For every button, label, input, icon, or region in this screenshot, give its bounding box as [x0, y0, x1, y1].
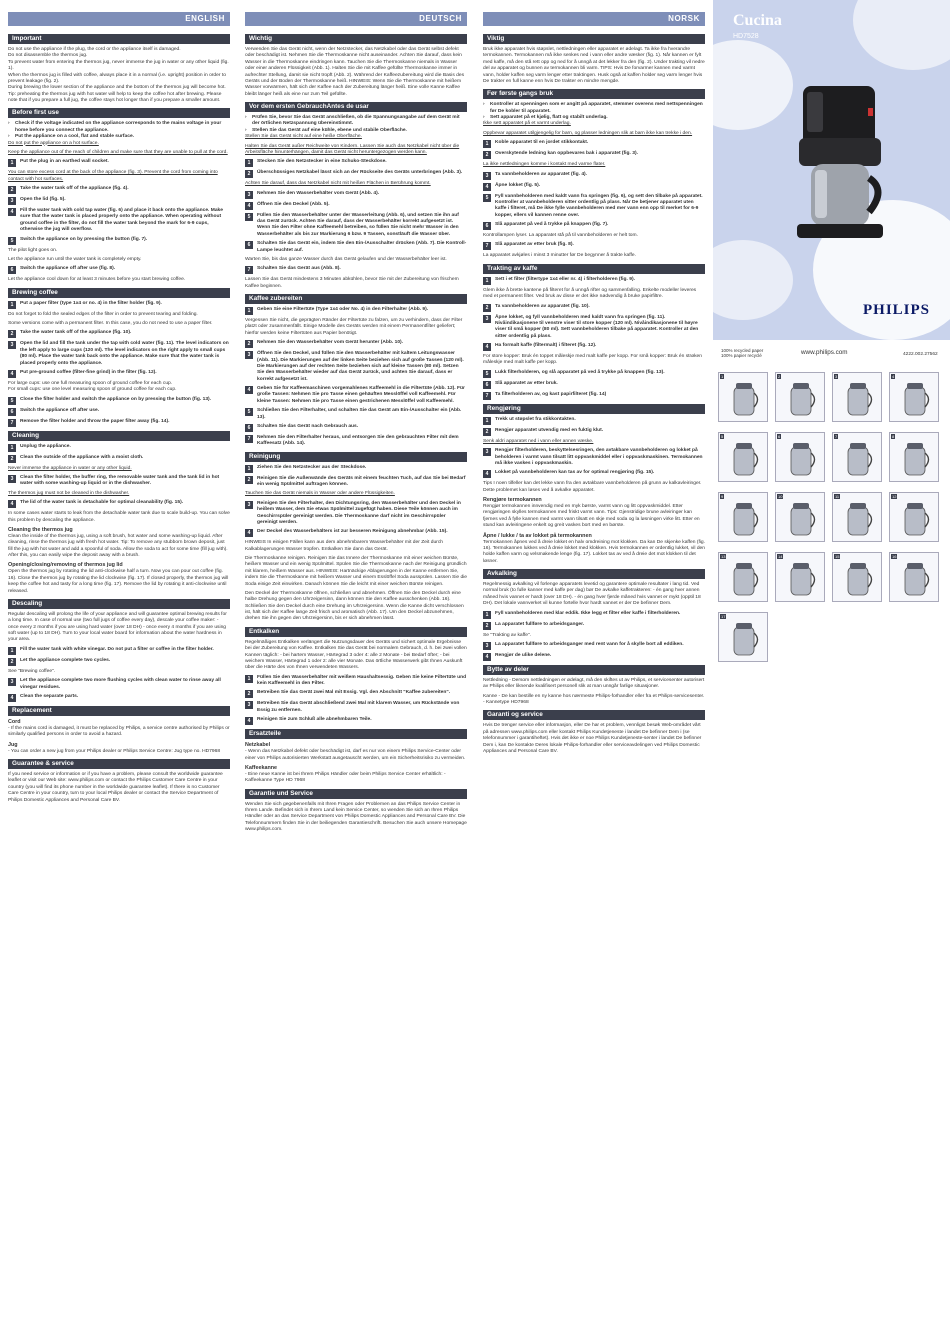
kaffee-step-3: 3 Öffnen Sie den Deckel, und füllen Sie den Wasserbehälter mit kaltem Leitungswasser (Abb. 11). Die Markierungen auf der linken Seite beziehen sich auf große Tassen (120 ml). Die Markierungen auf der rechten Seite beziehen sich auf kleine Tassen (80 ml). Setzen Sie den Wasserbehälter wieder auf das Gerät zurück, und achten Sie darauf, dass er korrekt aufgesetzt ist.: [245, 351, 467, 383]
cover-panel: [713, 0, 950, 1344]
note-text: Glem ikke å brette kantene på filteret for å unngå rifter og sammenfalling. Enkelte modeller leveres med et permanent filter. Ved bruk av disse er det ikke nødvendig å bruke papirfiltre.: [483, 287, 697, 300]
entk-step-3: 3 Betreiben Sie das Gerät abschließend zwei Mal mit klarem Wasser, um Rückstände von Essig zu entfernen.: [245, 701, 467, 714]
figure-sketch-icon: [776, 433, 826, 483]
figure-thumbnail: [775, 432, 825, 482]
product-title: Cucina: [733, 12, 782, 29]
step-4: 4 Öffnen Sie den Deckel (Abb. 5).: [245, 202, 467, 210]
figure-sketch-icon: [719, 493, 769, 543]
figure-thumbnail: [775, 372, 825, 422]
kaffeekanne-subheading: Kaffeekanne: [245, 764, 278, 771]
netzkabel-subheading: Netzkabel: [245, 742, 271, 749]
jug-subheading: Jug: [8, 741, 18, 748]
termokanne-text: Rengjør termokannen innvendig med en myk børste, varmt vann og litt oppvaskmiddel. Etter rengjøringen skylles termokannen med friskt varmt vann. Tips: Gjenstridige brune avleiringer kan fjernes ved å fylle kannen med varmt vann tilsatt en skje med soda og la løsningen virke litt. Etter en stund kan avleiringene enkelt og greit vaskes bort med en børste.: [483, 504, 700, 529]
note-text: In some cases water starts to leak from the detachable water tank due to scale build-up. You can solve this problem by descaling the appliance.: [8, 511, 230, 523]
figure-number: 15: [835, 554, 840, 559]
kaffeekanne-text: - Eine neue Kanne ist bei Ihrem Philips Händler oder beim Philips Service Center erhältlich: - Kaffeekanne Type HD 7968: [245, 771, 446, 784]
figure-sketch-icon: [833, 493, 883, 543]
note-text: For store kopper: Bruk én toppet måleskje med malt kaffe per kopp. For små kopper: Bruk én strøken måleskje med malt kaffe per kopp.: [483, 354, 702, 366]
website-link[interactable]: www.philips.com: [801, 349, 848, 356]
brew-step-4: 4 Put pre-ground coffee (filter-fine grind) in the filter (fig. 12).: [8, 370, 230, 378]
figure-thumbnail: [718, 372, 768, 422]
descaling-heading: Descaling: [8, 599, 230, 609]
figure-sketch-icon: [890, 553, 940, 603]
figure-sketch-icon: [776, 373, 826, 423]
trakt-step-1: 1 Sett i et filter (filtertype 1x4 eller nr. 4) i filterholderen (fig. 9).: [483, 277, 705, 285]
brew-step-7: 7 Remove the filter holder and throw the paper filter away (fig. 14).: [8, 419, 230, 427]
figure-number: 16: [892, 554, 897, 559]
figure-thumbnail: [889, 492, 939, 542]
ren-step-3: 3 Rengjør filterholderen, beskyttelsesringen, den avtakbare vannbeholderen og lokket på beholderen i varmt vann tilsatt litt oppvaskmiddel eller i oppvaskmaskinen. Termokannen må ikke vaskes i oppvaskmaskin.: [483, 448, 705, 467]
bytte-heading: Bytte av deler: [483, 665, 705, 675]
coffee-maker-illustration: [773, 78, 903, 248]
figure-number: 9: [721, 494, 724, 499]
descale-step-2: 2 Let the appliance complete two cycles.: [8, 658, 230, 666]
figure-number: 5: [721, 434, 724, 439]
entk-step-2: 2 Betreiben Sie das Gerät zwei Mal mit Essig. Vgl. den Abschnitt "Kaffee zubereiten".: [245, 690, 467, 698]
hinweis-text: HINWEIS In einigen Fällen kann aus dem abnehmbarem Wasserbehälter mit der Zeit durch Kalkablagerungen Wasser tropfen. Entkalken Sie dann das Gerät.: [245, 540, 443, 552]
nettledning-text: Nettledning - Dersom nettledningen er ødelagt, må den skiftes ut av Philips, et servicesenter autorisert av Philips eller liknende kvalifisert personell slik at man unngår farlige situasjoner.: [483, 677, 705, 690]
figure-number: 7: [835, 434, 838, 439]
descale-step-3: 3 Let the appliance complete two more flushing cycles with clean water to rinse away all vinegar residues.: [8, 678, 230, 691]
norwegian-column: [483, 12, 705, 758]
figure-thumbnail: [775, 492, 825, 542]
wichtig-heading: Wichtig: [245, 34, 467, 44]
jug-text: - You can order a new jug from your Philips dealer or Philips Service Centre: Jug type no. HD7968: [8, 748, 221, 754]
figure-thumbnail: [889, 552, 939, 602]
figure-sketch-icon: [719, 373, 769, 423]
note-text: Warten Sie, bis das ganze Wasser durch das Gerät gelaufen und der Wasserbehälter leer ist.: [245, 256, 447, 262]
forste-gang-heading: Før første gangs bruk: [483, 89, 705, 99]
norwegian-header: NORSK: [483, 12, 705, 26]
entk-step-1: 1 Füllen Sie den Wasserbehälter mit weißem Haushaltsessig. Geben Sie keine Filtertüte und kein Kaffeemehl in den Filter.: [245, 675, 467, 688]
figure-thumbnail: [832, 432, 882, 482]
avk-step-4: 4 Rengjør de ulike delene.: [483, 653, 705, 661]
step-3: 3 Ta vannbeholderen av apparatet (fig. 4).: [483, 172, 705, 180]
lid-text: Open the thermos jug by rotating the lid anti-clockwise half a turn. Now you can pour out coffee (fig. 16). Close the thermos jug by rotating the lid clockwise (fig. 17). If closed properly, the thermos jug will keep the coffee hot and tasty for a long time (fig. 17). Remove the lid by rotating it anti-clockwise until released.: [8, 569, 229, 594]
step-5: 5 Füllen Sie den Wasserbehälter unter der Wasserleitung (Abb. 6), und setzen Sie ihn auf das Gerät zurück. Achten Sie darauf, dass der Wasserbehälter korrekt aufgesetzt ist. Wenn Sie den Filter ohne Kaffeemehl betreiben, so füllen Sie nicht mehr Wasser in den Wasserbehälter als bis zur Markierung 6 bzw. 9 Tassen, sonstläuft die Wasser über.: [245, 213, 467, 239]
ren-step-2: 2 Rengjør apparatet utvendig med en fuktig klut.: [483, 428, 705, 436]
ren-step-1: 1 Trekk ut støpslet fra stikkontakten.: [483, 417, 705, 425]
bullet-item: › Sett apparatet på et kjølig, flatt og stabilt underlag.: [483, 115, 608, 120]
figure-sketch-icon: [890, 493, 940, 543]
entk-step-4: 4 Reinigen Sie zum Schluß alle abnehmbaren Teile.: [245, 717, 467, 725]
step-1: 1 Put the plug in an earthed wall socket.: [8, 159, 230, 167]
brewing-heading: Brewing coffee: [8, 288, 230, 298]
figure-sketch-icon: [776, 553, 826, 603]
warning-text: You can store excess cord at the back of the appliance (fig. 3). Prevent the cord from coming into contact with hot surfaces.: [8, 170, 218, 182]
figure-number: 4: [892, 374, 895, 379]
guarantee-heading: Guarantee & service: [8, 759, 230, 769]
step-4: 4 Fill the water tank with cold tap water (fig. 6) and place it back onto the appliance. Make sure that the water tank is placed properly onto the appliance. When operating without ground coffee in the filter, do not fill the water tank beyond the mark for 6-9 cups, otherwise the jug will overflow.: [8, 208, 230, 234]
figure-number: 8: [892, 434, 895, 439]
document-code: 4222.002.27562: [903, 352, 938, 357]
brew-step-5: 5 Close the filter holder and switch the appliance on by pressing the button (fig. 13).: [8, 397, 230, 405]
jug-cleaning-text: Clean the inside of the thermos jug, using a soft brush, hot water and some washing-up liquid. After cleaning, rinse the thermos jug with fresh hot water. Tip: To remove any stubborn brown deposit, just fill the jug with hot water and add a spoonful of soda. Allow the soda to act for some time (fill jug with). After this, you can easily wipe the deposit away with a brush.: [8, 533, 228, 559]
figure-sketch-icon: [833, 433, 883, 483]
figure-number: 2: [778, 374, 781, 379]
trakt-step-2: 2 Ta vannbeholderen av apparatet (fig. 10).: [483, 304, 705, 312]
step-1: 1 Stecken Sie den Netzstecker in eine Schuko-Steckdose.: [245, 159, 467, 167]
figure-thumbnail: [889, 432, 939, 482]
figure-thumbnail: [832, 552, 882, 602]
english-header: ENGLISH: [8, 12, 230, 26]
lid-subheading: Opening/closing/removing of thermos jug lid: [8, 562, 123, 569]
clean-step-1: 1 Unplug the appliance.: [8, 444, 230, 452]
garantie-text: Wenden Sie sich gegebenenfalls mit Ihren Fragen oder Problemen an das Philips Service Center in Ihrem Lande. Befindet sich in Ihrem Land kein Service Center, so wenden Sie sich an Ihren Philips Händler oder an das Service Department von Philips Domestic Appliances and Personal Care BV. Die Telefonnummern finden Sie in der beiliegenden Garantieschrift. Besuchen Sie auch unsere Homepage www.philips.com.: [245, 801, 467, 833]
figure-number: 12: [892, 494, 897, 499]
garanti-heading: Garanti og service: [483, 710, 705, 720]
figure-thumbnail: [889, 372, 939, 422]
step-2: 2 Überschüssiges Netzkabel lässt sich an der Rückseite des Geräts unterbringen (Abb. 3).: [245, 170, 467, 178]
termokanne-subheading: Rengjøre termokannen: [483, 497, 542, 503]
figure-thumbnail: [775, 552, 825, 602]
bullet-item: › Stellen Sie das Gerät auf eine kühle, ebene und stabile Oberfläche.: [245, 127, 407, 133]
german-header: DEUTSCH: [245, 12, 467, 26]
brew-step-2: 2 Take the water tank off of the appliance (fig. 10).: [8, 330, 230, 338]
warning-text: Oppbevar apparatet utilgjengelig for barn, og plasser ledningen slik at barn ikke kan trekke i den.: [483, 130, 693, 136]
figure-number: 17: [721, 614, 726, 619]
note-text: La apparatet avkjøles i minst 3 minutter før De begynner å trakte kaffe.: [483, 253, 636, 259]
step-2: 2 Overskytende ledning kan oppbevares bak i apparatet (fig. 3).: [483, 151, 705, 159]
viktig-text: Bruk ikke apparatet hvis støpslet, nettledningen eller apparatet er ødelagt. Ta ikke fra hverandre termokannen. Termokannen må ikke senkes ned i vann eller andre væsker (fig. 1). Når kannen er fylt med kaffe, må den stå rett opp og ned for å unngå at det lekker fra den (fig. 2). Under trakting vil nedre del av apparatet og bunnen av termokannen bli varm. TIPS: Hvis De forvarmer kannen med varmt vann, holder kaffen seg varm lenger etter traktingen. Husk også at kaffen holder seg varm lenger hvis De trakter en full kanne enn hvis De trakter en mindre mengde.: [483, 47, 705, 84]
avk-step-2: 2 La apparatet fullføre to arbeidsganger.: [483, 622, 705, 630]
brew-step-1: 1 Put a paper filter (type 1x4 or no. 4) in the filter holder (fig. 9).: [8, 301, 230, 309]
warning-text: Ikke sett apparatet på et varmt underlag.: [483, 121, 571, 127]
figure-sketch-icon: [719, 613, 769, 663]
note-text: For small cups: use one level measuring spoon of ground coffee for each cup.: [8, 387, 177, 393]
deckel-text: Den Deckel der Thermoskanne öffnen, schließen und abnehmen. Öffnen Sie den Deckel durch eine halbe Drehung gegen den Uhrzeigersinn, dann können Sie den Kaffee ausschenken (Abb. 16). Schließen Sie den Deckel durch eine Drehung im Uhrzeigersinn. Wenn die Kanne dicht verschlossen ist, hält sich der Kaffee lange Zeit frisch und aromatisch (Abb. 17). Um den Deckel abzunehmen, drehen Sie ihn gegen den Uhrzeigersinn, bis er sich abnehmen lässt.: [245, 590, 464, 622]
brand-logo: PHILIPS: [863, 302, 931, 318]
kaffee-step-1: 1 Geben Sie eine Filtertüte (Type 1x4 oder No. 4) in den Filterhalter (Abb. 9).: [245, 307, 467, 315]
note-text: Se "Trakting av kaffe".: [483, 632, 532, 638]
figure-sketch-icon: [776, 493, 826, 543]
step-5: 5 Fyll vannbeholderen med kaldt vann fra springen (fig. 6), og sett den tilbake på apparatet. Kontroller at vannbeholderen sitter ordentlig på plass. Når De betjener apparatet uten kaffe i filteret, må De ikke fylle vannbeholderen med mer vann enn opp til merket for 6-9 kopper, ellers vil kannen renne over.: [483, 194, 705, 220]
cover-artwork: [713, 0, 950, 340]
netzkabel-text: - Wenn das Netzkabel defekt oder beschädigt ist, darf es nur von einem Philips Service-Center oder einer von Philips autorisierten Werkstatt ausgetauscht werden, um ein Sicherheitsrisiko zu vermeiden.: [245, 749, 466, 761]
figure-thumbnail: [718, 492, 768, 542]
figure-thumbnail: [718, 612, 768, 662]
wichtig-text: Verwenden Sie das Gerät nicht, wenn der Netzstecker, das Netzkabel oder das Gerät selbst defekt oder beschädigt ist. Nehmen Sie die Thermoskanne nicht auseinander. Achten Sie darauf, dass kein Wasser in die Thermoskanne eindringen kann. Tauchen Sie die Thermoskanne niemals in Wasser oder einer anderen Flüssigkeit (Abb. 1). Halten Sie die mit Kaffee gefüllte Thermoskanne immer in aufrechter Stellung, damit sie nicht tropft (Abb. 2). Während der Kaffeezubereitung wird die Basis des Geräts und der Boden der Thermoskanne heiß. HINWEIS: Wenn Sie die Thermoskanne mit heißem Wasser vorwärmen, hält sich der Kaffee nach der Zubereitung länger heiß. Eine volle Kanne Kaffee bleibt länger heiß als eine nur zum Teil gefüllte.: [245, 47, 465, 97]
step-6: 6 Slå apparatet på ved å trykke på knappen (fig. 7).: [483, 222, 705, 230]
warning-text: The thermos jug must not be cleaned in the dishwasher.: [8, 490, 130, 496]
ersatzteile-heading: Ersatzteile: [245, 729, 467, 739]
warning-text: La ikke nettledningen komme i kontakt med varme flater.: [483, 162, 606, 168]
figure-thumbnail: [718, 432, 768, 482]
figure-number: 11: [835, 494, 840, 499]
vor-gebrauch-heading: Vor dem ersten GebrauchAntes de usar: [245, 102, 467, 112]
descale-step-4: 4 Clean the separate parts.: [8, 694, 230, 702]
descaling-text: Regular descaling will prolong the life of your appliance and will guarantee optimal brewing results for a long time. In case of normal use (two full jugs of coffee every day), descale your coffee maker: - once every 2 months if you are using hard water (over 18 DH) - once every 4 months if you are using soft water (up to 18 DH). Turn to your local water board for information about the water hardness in your area.: [8, 611, 227, 643]
figure-sketch-icon: [719, 553, 769, 603]
bullet-item: › Put the appliance on a cool, flat and stable surface.: [8, 134, 135, 140]
figure-sketch-icon: [890, 433, 940, 483]
note-text: Do not forget to fold the sealed edges of the filter in order to prevent tearing and folding.: [8, 311, 198, 317]
trakt-step-7: 7 Ta filterholderen av, og kast papirfilteret (fig. 14): [483, 392, 705, 400]
guarantee-text: If you need service or information or if you have a problem, please consult the worldwide guarantee leaflet or visit our Web site: www.philips.com or contact the Philips Customer Care Centre in your country (you will find its phone number in the worldwide guarantee leaflet). If there is no Customer Care Centre in your country, turn to your local Philips dealer or contact the Service Department of Philips Domestic Appliances and Personal Care BV.: [8, 772, 223, 803]
bullet-item: › Kontroller at spenningen som er angitt på apparatet, stemmer overens med nettspenningen før De kobler til apparatet.: [483, 102, 703, 114]
replacement-heading: Replacement: [8, 706, 230, 716]
brew-step-6: 6 Switch the appliance off after use.: [8, 408, 230, 416]
note-text: The pilot light goes on.: [8, 247, 58, 253]
rein-step-1: 1 Ziehen Sie den Netzstecker aus der Steckdose.: [245, 465, 467, 473]
bullet-item: › Check if the voltage indicated on the appliance corresponds to the mains voltage in your home before you connect the appliance.: [8, 121, 222, 133]
important-text: Do not use the appliance if the plug, the cord or the appliance itself is damaged. Do not disassemble the thermos jug. To prevent water from entering the thermos jug, never immerse the jug in water or any other liquid (fig. 1). When the thermos jug is filled with coffee, always place it in a normal (i.e. upright) position in order to prevent leakage (fig. 2). During brewing the lower section of the appliance and the bottom of the thermos jug will become hot. Tip: preheating the thermos jug with hot water will help to keep the coffee hot after brewing. Please note that if you prepare a full jug, the coffee stays hot longer than if you prepare a smaller amount.: [8, 47, 229, 103]
figure-sketch-icon: [833, 553, 883, 603]
kaffee-step-6: 6 Schalten Sie das Gerät nach Gebrauch aus.: [245, 424, 467, 432]
warning-text: Do not put the appliance on a hot surface.: [8, 140, 99, 146]
warning-text: Stellen Sie das Gerät nicht auf eine heiße Oberfläche.: [245, 134, 362, 140]
figure-number: 1: [721, 374, 724, 379]
note-text: Vergessen Sie nicht, die geprägten Ränder der Filtertüte zu falzen, um zu verhindern, dass der Filter platzt oder zusammenfällt. Einige Modelle des Geräts werden mit einem Permanentfilter geliefert; hierfür werden keine Filtertüten aus Papier benötigt.: [245, 318, 463, 336]
note-text: Let the appliance run until the water tank is completely empty.: [8, 256, 142, 262]
figure-number: 14: [778, 554, 783, 559]
warning-text: Tauchen Sie das Gerät niemals in Wasser oder andere Flüssigkeiten.: [245, 491, 395, 497]
before-first-use-heading: Before first use: [8, 108, 230, 118]
cleaning-heading: Cleaning: [8, 431, 230, 441]
viktig-heading: Viktig: [483, 34, 705, 44]
trakt-step-4: 4 Ha formalt kaffe (filtermalt) i filteret (fig. 12).: [483, 343, 705, 351]
figure-number: 6: [778, 434, 781, 439]
step-4: 4 Åpne lokket (fig. 5).: [483, 183, 705, 191]
step-6: 6 Switch the appliance off after use (fig. 8).: [8, 266, 230, 274]
tips-text: Tips I noen tilfeller kan det lekke vann fra den avtakbare vannbeholderen på grunn av kalkavleiringer. Dette problemet kan løses ved å avkalke apparatet.: [483, 481, 702, 493]
garanti-text: Hvis De trenger service eller informasjon, eller De har et problem, vennligst besøk Web-området vårt på adressen www.philips.com eller kontakt Philips Kundetjeneste i landet De befinner Dem i (se telefonnummer i garantiheftet). Hvis det ikke er noe Philips Kundetjeneste-senter i landet De befinner Dem i, kan De kontakte Deres lokale Philips-forhandler eller serviceavdelingen ved Philips Domestic Appliances and Personal Care BV.: [483, 723, 702, 754]
note-text: Some versions come with a permanent filter. In this case, you do not need to use a paper filter.: [8, 321, 213, 326]
figure-number: 3: [835, 374, 838, 379]
rein-step-3: 3 Reinigen Sie den Filterhalter, den Dichtungsring, den Wasserbehälter und den Deckel in heißem Wasser, dem Sie etwas Spülmittel zugefügt haben. Diese Teile können auch im Geschirrspüler gereinigt werden. Die Thermoskanne darf nicht im Geschirrspüler gereinigt werden.: [245, 501, 467, 527]
ren-step-4: 4 Lokket på vannbeholderen kan tas av for optimal rengjøring (fig. 15).: [483, 470, 705, 478]
jug-cleaning-subheading: Cleaning the thermos jug: [8, 526, 73, 533]
recycle-note: 100% recycled paper 100% papier recyclé: [721, 348, 764, 358]
figure-sketch-icon: [890, 373, 940, 423]
warning-text: Senk aldri apparatet ned i vann eller annen væske.: [483, 438, 594, 444]
avk-step-3: 3 La apparatet fullføre to arbeidsganger med rent vann for å skylle bort all eddiken.: [483, 642, 705, 650]
figure-thumbnail: [832, 372, 882, 422]
warning-text: Achten Sie darauf, dass das Netzkabel nicht mit heißen Flächen in Berührung kommt.: [245, 181, 431, 187]
step-3: 3 Nehmen Sie den Wasserbehälter vom Gerät (Abb. 4).: [245, 191, 467, 199]
figure-sketch-icon: [719, 433, 769, 483]
note-text: For large cups: use one full measuring spoon of ground coffee for each cup.: [8, 380, 173, 386]
cord-text: - If the mains cord is damaged, it must be replaced by Philips, a service centre authorised by Philips or similarly qualified persons in order to avoid a hazard.: [8, 725, 230, 738]
clean-step-3: 3 Clean the filter holder, the buffer ring, the removable water tank and the tank lid in hot water with some washing-up liquid or in the dishwasher.: [8, 475, 230, 488]
avkalking-heading: Avkalking: [483, 569, 705, 579]
avkalking-text: Regelmessig avkalking vil forlenge apparatets levetid og garantere optimale resultater i lang tid. Ved normal bruk (to fulle kanner med kaffe per dag) bør De avkalke kaffetrakteren: - én gang hver annen måned hvis vannet er hardt (over 18 DH). - én gang hver fjerde måned hvis vannet er mykt (opptil 18 DH). Det lokale vannverket vil kunne fortelle hvor hardt vannet er der De befinner Dem.: [483, 582, 701, 607]
avk-step-1: 1 Fyll vannbeholderen med klar eddik. Ikke legg et filter eller kaffe i filterholderen.: [483, 611, 705, 619]
garantie-heading: Garantie und Service: [245, 789, 467, 799]
figure-number: 10: [778, 494, 783, 499]
rein-step-4: 4 Der Deckel des Wasserbehälters ist zur besseren Reinigung abnehmbar (Abb. 15).: [245, 529, 467, 537]
step-7: 7 Schalten Sie das Gerät aus (Abb. 8).: [245, 266, 467, 274]
lokk-subheading: Åpne / lukke / ta av lokket på termokannen: [483, 532, 592, 539]
note-text: See "Brewing coffee".: [8, 668, 56, 674]
clean-step-4: 4 The lid of the water tank is detachable for optimal cleanability (fig. 15).: [8, 500, 230, 508]
trakt-step-3: 3 Åpne lokket, og fyll vannbeholderen med kaldt vann fra springen (fig. 11). Nivåindikasjonene til venstre viser til store kopper (120 ml). Nivåindikasjonene til høyre viser til små kopper (80 ml). Sett vannbeholderen tilbake på apparatet. Kontroller at den sitter ordentlig på plass.: [483, 315, 705, 341]
trakt-step-6: 6 Slå apparatet av etter bruk.: [483, 381, 705, 389]
step-6: 6 Schalten Sie das Gerät ein, indem Sie den Ein-/Ausschalter drücken (Abb. 7). Die Kontroll-Lampe leuchtet auf.: [245, 241, 467, 254]
rein-step-2: 2 Reinigen Sie die Außenwände des Geräts mit einem feuchten Tuch, auf das Sie bei Bedarf ein wenig Spülmittel auftragen können.: [245, 476, 467, 489]
step-2: 2 Take the water tank off of the appliance (fig. 4).: [8, 186, 230, 194]
warning-text: Never immerse the appliance in water or any other liquid.: [8, 465, 132, 471]
bullet-item: › Prüfen Sie, bevor Sie das Gerät anschließen, ob die Spannungsangabe auf dem Gerät mit der örtlichen Netzspannung übereinstimmt.: [245, 115, 460, 127]
kanne-text: Kanne - De kan bestille en ny kanne hos nærmeste Philips-forhandler eller fra et Philips-servicesenter. - Kannetype HD7968: [483, 693, 705, 706]
step-3: 3 Open the lid (fig. 5).: [8, 197, 230, 205]
descale-step-1: 1 Fill the water tank with white vinegar. Do not put a filter or coffee in the filter holder.: [8, 647, 230, 655]
note-text: Let the appliance cool down for at least 3 minutes before you start brewing coffee.: [8, 277, 186, 283]
figure-sketch-icon: [833, 373, 883, 423]
thermoskanne-text: Die Thermoskanne reinigen. Reinigen Sie das Innere der Thermoskanne mit einer weichen Bürste, heißem Wasser und ein wenig Spülmittel. Spülen Sie die Thermoskanne nach der Reinigung gründlich mit klarem, heißem Wasser aus. HINWEIS: Hartnäckige Ablagerungen in der Kanne entfernen Sie, indem Sie die Thermoskanne mit heißem Wasser und einem Esslöffel Soda ausspülen. Lassen Sie die Soda einige Zeit einwirken. Danach können Sie die leicht mit einer weichen Bürste reinigen.: [245, 556, 468, 587]
figure-thumbnail: [832, 492, 882, 542]
important-heading: Important: [8, 34, 230, 44]
reinigung-heading: Reinigung: [245, 452, 467, 462]
step-1: 1 Koble apparatet til en jordet stikkontakt.: [483, 140, 705, 148]
figure-thumbnail: [718, 552, 768, 602]
clean-step-2: 2 Clean the outside of the appliance with a moist cloth.: [8, 455, 230, 463]
step-7: 7 Slå apparatet av etter bruk (fig. 8).: [483, 242, 705, 250]
kaffee-step-2: 2 Nehmen Sie den Wasserbehälter vom Gerät herunter (Abb. 10).: [245, 340, 467, 348]
kaffee-heading: Kaffee zubereiten: [245, 294, 467, 304]
rengjoring-heading: Rengjøring: [483, 404, 705, 414]
figure-number: 13: [721, 554, 726, 559]
lokk-text: Termokannen åpnes ved å dreie lokket en halv omdreining mot klokken. Da kan De skjenke kaffen (fig. 16). Termokannen lukkes ved å dreie lokket med klokken. Hvis termokannen er ordentlig lukket, vil den holde kaffen varm og velsmakende lenge (fig. 17). Lokket tas av ved å dreie det mot klokken til det løsner.: [483, 539, 706, 564]
warning-text: Halten Sie das Gerät außer Reichweite von Kindern. Lassen Sie auch das Netzkabel nicht über die Arbeitsfläche hinunterhängen, damit das Gerät nicht heruntergezogen werden kann.: [245, 143, 460, 155]
step-5: 5 Switch the appliance on by pressing the button (fig. 7).: [8, 237, 230, 245]
kaffee-step-5: 5 Schließen Sie den Filterhalter, und schalten Sie das Gerät am Ein-/Ausschalter ein (Abb. 13).: [245, 408, 467, 421]
kaffee-step-4: 4 Geben Sie für Kaffeemaschinen vorgemahlenes Kaffeemehl in die Filtertüte (Abb. 12). Für große Tassen: Nehmen Sie pro Tasse einen gehäuften Messlöffel voll Kaffeemehl. Für kleine Tassen: Nehmen Sie pro Tasse einen gestrichenen Messlöffel voll Kaffeemehl.: [245, 386, 467, 405]
english-column: [8, 12, 230, 807]
entkalken-text: Regelmäßiges Entkalken verlängert die Nutzungsdauer des Geräts und sichert optimale Ergebnisse bei der Zubereitung von Kaffee. Entkalken Sie das Gerät bei normalem Gebrauch, d. h. bei zwei vollen Kannen täglich: - bei hartem Wasser, Härtegrad 3 oder 4: alle 2 Monate - bei Bedarf öfter; - bei weichem Wasser, Härtegrad 1 oder 2: alle vier Monate. Das örtliche Wasserwerk gibt Ihnen Auskunft über die Härte des von Ihnen verwendeten Wassers.: [245, 639, 467, 671]
warning-text: Keep the appliance out of the reach of children and make sure that they are unable to pull at the cord.: [8, 149, 228, 155]
kaffee-step-7: 7 Nehmen Sie den Filterhalter heraus, und entsorgen Sie den gebrauchten Filter mit dem Kaffeesatz (Abb. 14).: [245, 435, 467, 448]
note-text: Lassen Sie das Gerät mindestens 3 Minuten abkühlen, bevor Sie mit der Zubereitung von frischem Kaffee beginnen.: [245, 277, 459, 289]
brew-step-3: 3 Open the lid and fill the tank under the tap with cold water (fig. 11). The level indicators on the left apply to large cups (120 ml). The level indicators on the right apply to small cups (80 ml). Place the water tank back onto the appliance. Make sure that the water tank is placed properly onto the appliance.: [8, 341, 230, 367]
german-column: [245, 12, 467, 837]
entkalken-heading: Entkalken: [245, 627, 467, 637]
model-number: HD7528: [733, 33, 759, 40]
cord-subheading: Cord: [8, 718, 21, 725]
note-text: Kontrollampen lyser. La apparatet stå på til vannbeholderen er helt tom.: [483, 233, 638, 238]
trakt-step-5: 5 Lukk filterholderen, og slå apparatet på ved å trykke på knappen (fig. 13).: [483, 370, 705, 378]
trakting-heading: Trakting av kaffe: [483, 264, 705, 274]
